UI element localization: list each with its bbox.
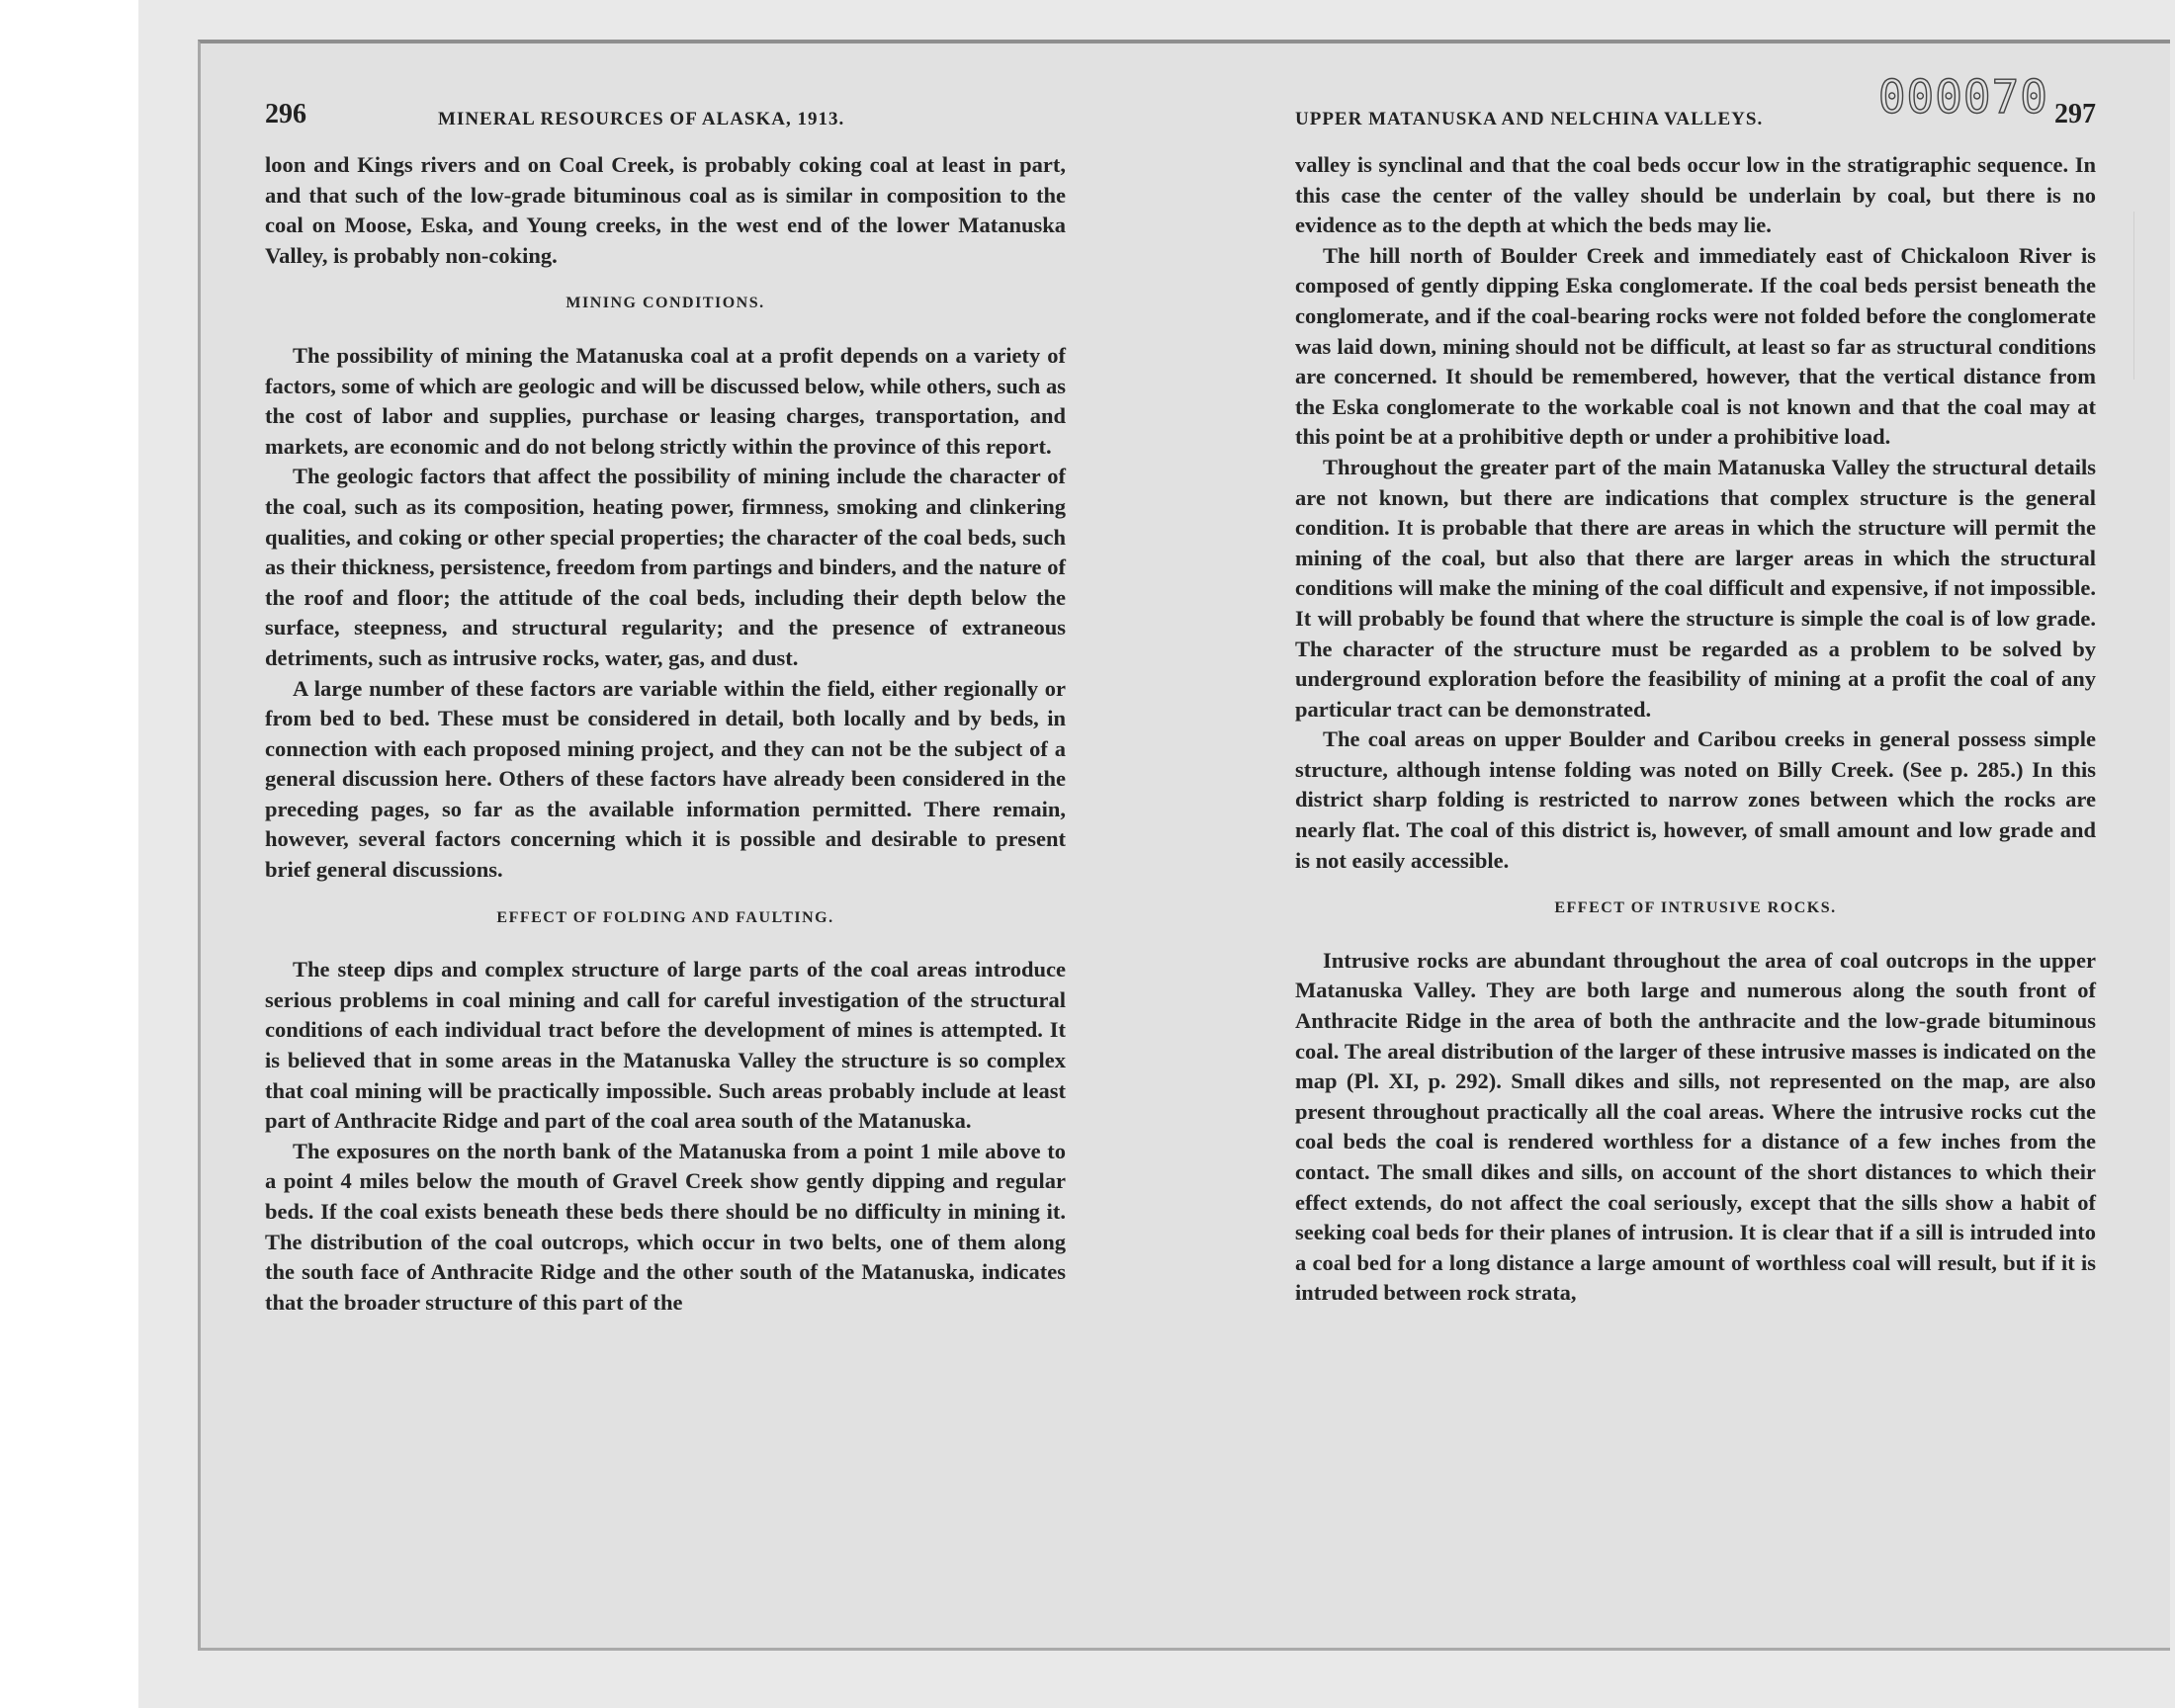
left-running-head bbox=[265, 99, 1066, 142]
boulder-creek-paragraph: The hill north of Boulder Creek and immediately east of Chickaloon River is composed of gently dipping Eska conglomerate. If the coal beds persist beneath the conglomerate, and if the coal-bearing rocks were not folded before the conglomerate was laid down, mining should not be difficult, at least so far as structural conditions are concerned. It should be remembered, however, that the vertical distance from the Eska conglomerate to the workable coal is not known and that the coal may at this point be at a prohibitive depth or under a prohibitive load. bbox=[1295, 242, 2096, 450]
left-page-number: 296 bbox=[265, 99, 306, 129]
heading-mining-conditions: MINING CONDITIONS. bbox=[566, 295, 765, 312]
caribou-creek-paragraph: The coal areas on upper Boulder and Caribou creeks in general possess simple structure, although intense folding was noted on Billy Creek. (See p. 285.) In this district sharp folding is restricted to narrow zones between which the rocks are nearly flat. The coal of this district is, however, of small amount and low grade and is not easily accessible. bbox=[1295, 726, 2096, 873]
heading-intrusive-rocks: EFFECT OF INTRUSIVE ROCKS. bbox=[1554, 899, 1837, 917]
continued-paragraph: valley is synclinal and that the coal beds occur low in the stratigraphic sequence. In this case the center of the valley should be underlain by coal, but there is no evidence as to the depth at which the beds may lie. bbox=[1295, 152, 2096, 238]
right-body bbox=[1295, 150, 2096, 1309]
right-page-number: 297 bbox=[2054, 99, 2096, 129]
scanned-sheet bbox=[198, 40, 2170, 1651]
mining-paragraph-2: The geologic factors that affect the possibility of mining include the character of the coal, such as its composition, heating power, firmness, smoking and clinkering qualities, and coking or other special properties; the character of the coal beds, such as their thickness, persistence, freedom from partings and binders, and the nature of the roof and floor; the attitude of the coal beds, including their depth below the surface, steepness, and structural regularity; and the presence of extraneous detriments, such as intrusive rocks, water, gas, and dust. bbox=[265, 464, 1066, 670]
right-running-title: UPPER MATANUSKA AND NELCHINA VALLEYS. bbox=[1295, 109, 1764, 129]
edge-stamp-mark bbox=[2133, 212, 2162, 380]
archive-stamp: 000070 bbox=[1877, 70, 2048, 124]
structure-paragraph: Throughout the greater part of the main Matanuska Valley the structural details are not known, but there are indications that complex structure is the general condition. It is probable that there are areas in which the structure will permit the mining of the coal, but also that there are larger areas in which the structural conditions will make the mining of the coal difficult and expensive, if not impossible. It will probably be found that where the structure is simple the coal is of low grade. The character of the structure must be regarded as a problem to be solved by underground exploration before the feasibility of mining at a profit the coal of any particular tract can be demonstrated. bbox=[1295, 454, 2096, 722]
left-body bbox=[265, 150, 1066, 1318]
scan-margin bbox=[0, 0, 138, 1708]
mining-paragraph-1: The possibility of mining the Matanuska coal at a profit depends on a variety of factors, some of which are geologic and will be discussed below, while others, such as the cost of labor and supplies, purchase or leasing charges, transportation, and markets, are economic and do not belong strictly within the province of this report. bbox=[265, 342, 1066, 459]
folding-paragraph-1: The steep dips and complex structure of large parts of the coal areas introduce serious problems in coal mining and call for careful investigation of the structural conditions of each individual tract before the development of mines is attempted. It is believed that in some areas in the Matanuska Valley the structure is so complex that coal mining will be practically impossible. Such areas probably include at least part of Anthracite Ridge and part of the coal area south of the Matanuska. bbox=[265, 957, 1066, 1134]
heading-folding-faulting: EFFECT OF FOLDING AND FAULTING. bbox=[496, 908, 834, 926]
intro-paragraph: loon and Kings rivers and on Coal Creek, is probably coking coal at least in part, and that such of the low-grade bituminous coal as is similar in composition to the coal on Moose, Eska, and Young creeks, in the west end of the lower Matanuska Valley, is probably non-coking. bbox=[265, 152, 1066, 268]
folding-paragraph-2: The exposures on the north bank of the Matanuska from a point 1 mile above to a point 4 miles below the mouth of Gravel Creek show gently dipping and regular beds. If the coal exists beneath these beds there should be no difficulty in mining it. The distribution of the coal outcrops, which occur in two belts, one of them along the south face of Anthracite Ridge and the other south of the Matanuska, indicates that the broader structure of this part of the bbox=[265, 1138, 1066, 1315]
left-running-title: MINERAL RESOURCES OF ALASKA, 1913. bbox=[438, 109, 845, 129]
mining-paragraph-3: A large number of these factors are variable within the field, either regionally or from bed to bed. These must be considered in detail, both locally and by beds, in connection with each proposed mining project, and they can not be the subject of a general discussion here. Others of these factors have already been considered in the preceding pages, so far as the available information permitted. There remain, however, several factors concerning which it is possible and desirable to present brief general discussions. bbox=[265, 675, 1066, 883]
intrusive-paragraph: Intrusive rocks are abundant throughout the area of coal outcrops in the upper Matanuska Valley. They are both large and numerous along the south front of Anthracite Ridge in the area of both the anthracite and the low-grade bituminous coal. The areal distribution of the larger of these intrusive masses is indicated on the map (Pl. XI, p. 292). Small dikes and sills, not represented on the map, are also present throughout practically all the coal areas. Where the intrusive rocks cut the coal beds the coal is rendered worthless for a distance of a few inches from the contact. The small dikes and sills, on account of the short distances to which their effect extends, do not affect the coal seriously, except that the sills show a habit of seeking coal beds for their planes of intrusion. It is clear that if a sill is intruded into a coal bed for a long distance a large amount of worthless coal will result, but if it is intruded between rock strata, bbox=[1295, 947, 2096, 1306]
